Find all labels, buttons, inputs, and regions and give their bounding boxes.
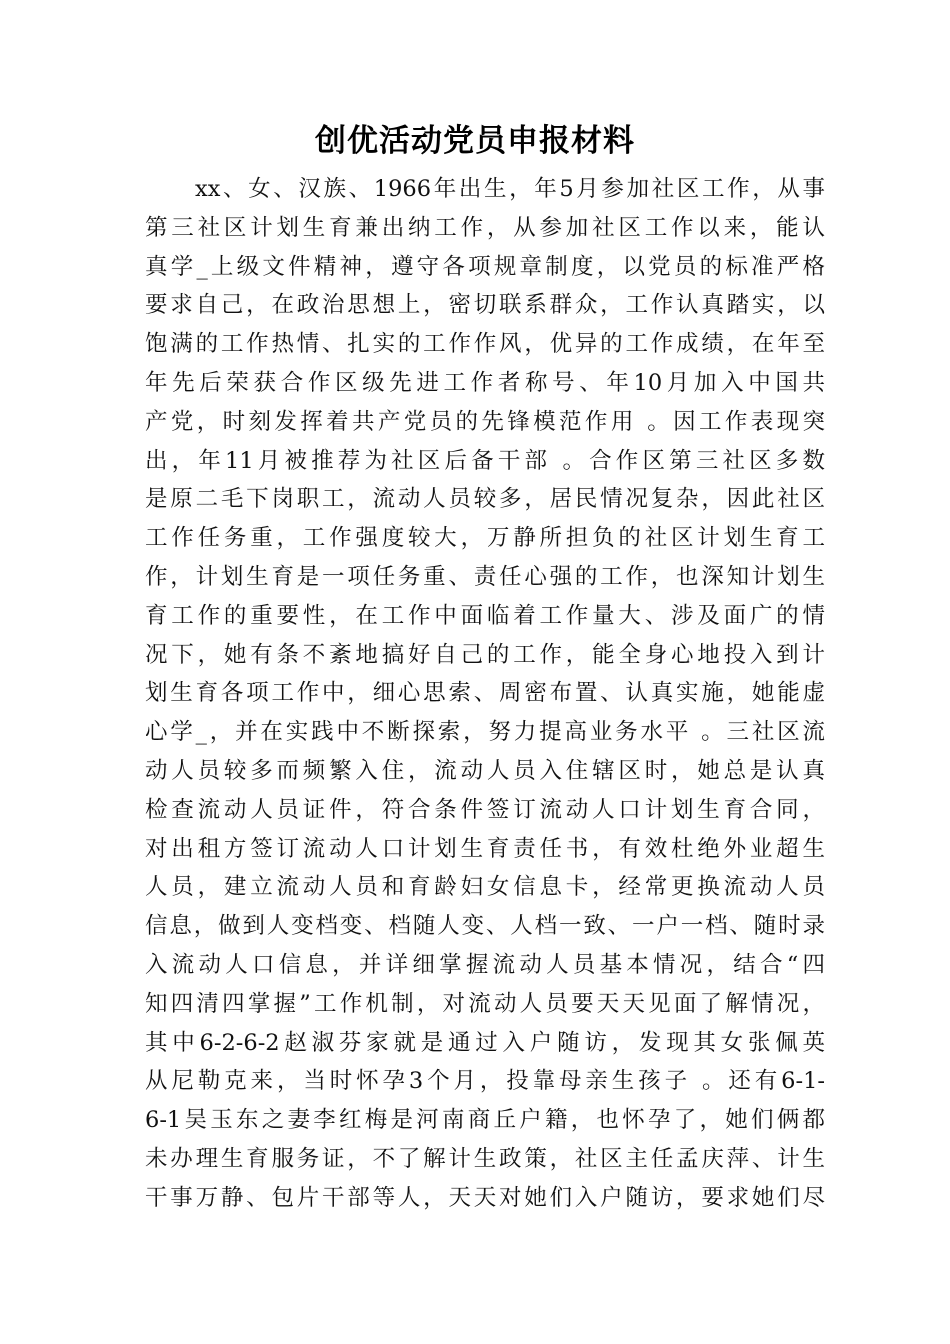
body-line: 入流动人口信息，并详细掌握流动人员基本情况，结合“四 [145, 951, 825, 978]
body-line: 工作任务重，工作强度较大，万静所担负的社区计划生育工 [145, 525, 825, 552]
body-line: 干事万静、包片干部等人，天天对她们入户随访，要求她们尽 [145, 1184, 825, 1211]
body-line: 况下，她有条不紊地搞好自己的工作，能全身心地投入到计 [145, 641, 825, 668]
body-line: 检查流动人员证件，符合条件签订流动人口计划生育合同， [145, 796, 825, 823]
body-line: 未办理生育服务证，不了解计生政策，社区主任孟庆萍、计生 [145, 1145, 825, 1172]
body-line: 年先后荣获合作区级先进工作者称号、年10月加入中国共 [145, 369, 825, 396]
body-line: 其中6-2-6-2赵淑芬家就是通过入户随访，发现其女张佩英 [145, 1029, 825, 1056]
body-line: 心学_，并在实践中不断探索，努力提高业务水平 。三社区流 [145, 719, 825, 746]
document-body [145, 170, 825, 1218]
body-line: 人员，建立流动人员和育龄妇女信息卡，经常更换流动人员 [145, 874, 825, 901]
body-line: 真学_上级文件精神，遵守各项规章制度，以党员的标准严格 [145, 253, 825, 280]
body-line: 从尼勒克来，当时怀孕3个月，投靠母亲生孩子 。还有6-1- [145, 1068, 825, 1095]
body-line: 对出租方签订流动人口计划生育责任书，有效杜绝外业超生 [145, 835, 825, 862]
body-line: 知四清四掌握”工作机制，对流动人员要天天见面了解情况， [145, 990, 825, 1017]
body-line: 第三社区计划生育兼出纳工作，从参加社区工作以来，能认 [145, 214, 825, 241]
body-line: 是原二毛下岗职工，流动人员较多，居民情况复杂，因此社区 [145, 486, 825, 513]
body-line: 饱满的工作热情、扎实的工作作风，优异的工作成绩，在年至 [145, 331, 825, 358]
body-line: xx、女、汉族、1966年出生，年5月参加社区工作，从事 [195, 176, 825, 202]
body-line: 划生育各项工作中，细心思索、周密布置、认真实施，她能虚 [145, 680, 825, 707]
document-title: 创优活动党员申报材料 [315, 123, 635, 159]
body-line: 动人员较多而频繁入住，流动人员入住辖区时，她总是认真 [145, 757, 825, 784]
body-line: 作，计划生育是一项任务重、责任心强的工作，也深知计划生 [145, 563, 825, 590]
body-line: 出，年11月被推荐为社区后备干部 。合作区第三社区多数 [145, 447, 825, 474]
body-line: 要求自己，在政治思想上，密切联系群众，工作认真踏实，以 [145, 292, 825, 319]
body-line: 产党，时刻发挥着共产党员的先锋模范作用 。因工作表现突 [145, 408, 825, 435]
body-line: 6-1吴玉东之妻李红梅是河南商丘户籍，也怀孕了，她们俩都 [145, 1107, 825, 1134]
body-line: 育工作的重要性，在工作中面临着工作量大、涉及面广的情 [145, 602, 825, 629]
body-line: 信息，做到人变档变、档随人变、人档一致、一户一档、随时录 [145, 913, 825, 940]
